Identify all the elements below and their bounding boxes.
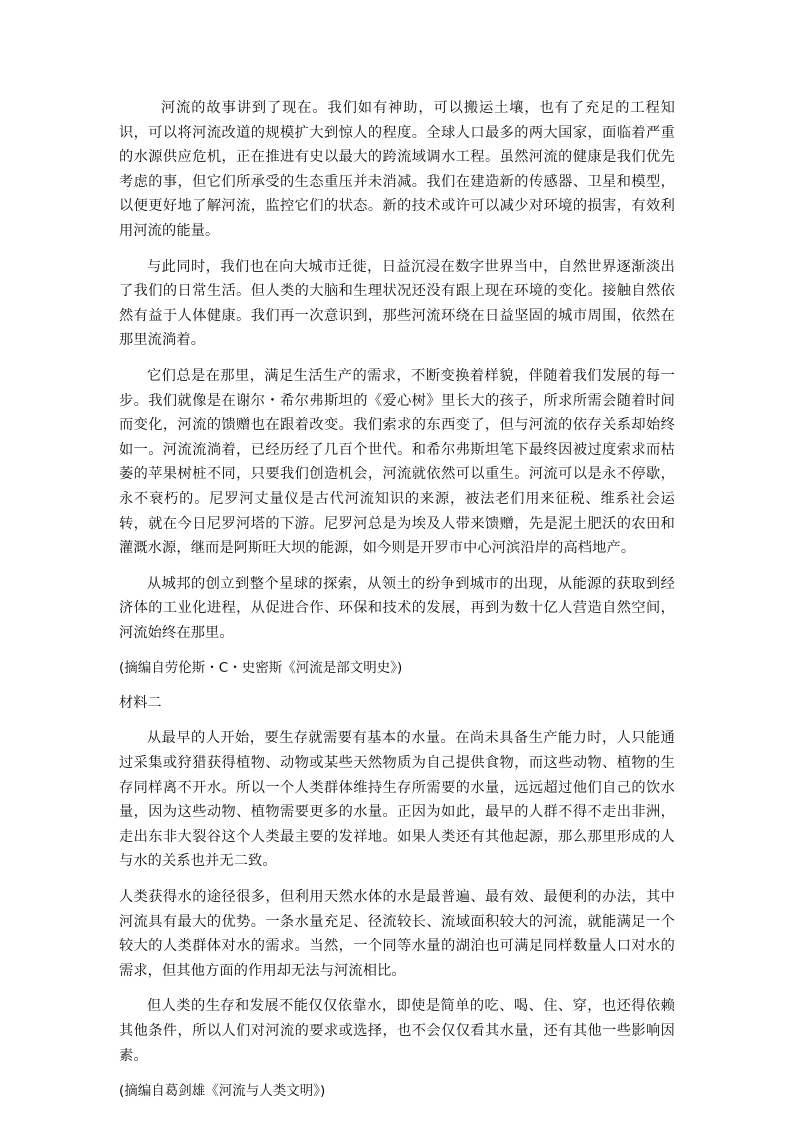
material-one-source: (摘编自劳伦斯・C・史密斯《河流是部文明史》) bbox=[119, 660, 403, 677]
material-two-paragraph-1: 从最早的人开始，要生存就需要有基本的水量。在尚未具备生产能力时，人只能通过采集或狩猎获得植物、动物或某些天然物质为自己提供食物，而这些动物、植物的生存同样离不开水。所以一个人类群体维持生存所需要的水量，远远超过他们自己的饮水量，因为这些动物、植物需要更多的水量。正因为如此，最早的人群不得不走出非洲，走出东非大裂谷这个人类最主要的发祥地。如果人类还有其他起源，那么那里形成的人与水的关系也并无二致。 bbox=[119, 730, 675, 870]
material-two-paragraph-3: 但人类的生存和发展不能仅仅依靠水，即使是简单的吃、喝、住、穿，也还得依赖其他条件，所以人们对河流的要求或选择，也不会仅仅看其水量，还有其他一些影响因素。 bbox=[119, 998, 675, 1064]
material-one-paragraph-3: 它们总是在那里，满足生活生产的需求，不断变换着样貌，伴随着我们发展的每一步。我们就像是在谢尔・希尔弗斯坦的《爱心树》里长大的孩子，所求所需会随着时间而变化，河流的馈赠也在跟着改变。我们索求的东西变了，但与河流的依存关系却始终如一。河流流淌着，已经历经了几百个世代。和希尔弗斯坦笔下最终因被过度索求而枯萎的苹果树桩不同，只要我们创造机会，河流就依然可以重生。河流可以是永不停歇，永不衰朽的。尼罗河丈量仪是古代河流知识的来源，被法老们用来征税、维系社会运转，就在今日尼罗河塔的下游。尼罗河总是为埃及人带来馈赠，先是泥土肥沃的农田和灌溉水源，继而是阿斯旺大坝的能源，如今则是开罗市中心河滨沿岸的高档地产。 bbox=[119, 367, 675, 557]
material-two-source: (摘编自葛剑雄《河流与人类文明》) bbox=[119, 1083, 326, 1100]
material-one-paragraph-1: 河流的故事讲到了现在。我们如有神助，可以搬运土壤，也有了充足的工程知识，可以将河流改道的规模扩大到惊人的程度。全球人口最多的两大国家，面临着严重的水源供应危机，正在推进有史以最大的跨流域调水工程。虽然河流的健康是我们优先考虑的事，但它们所承受的生态重压并未消减。我们在建造新的传感器、卫星和模型，以便更好地了解河流，监控它们的状态。新的技术或许可以减少对环境的损害，有效利用河流的能量。 bbox=[119, 100, 675, 239]
material-two-heading: 材料二 bbox=[119, 695, 162, 712]
material-one-paragraph-2: 与此同时，我们也在向大城市迁徙，日益沉浸在数字世界当中，自然世界逐渐淡出了我们的日常生活。但人类的大脑和生理状况还没有跟上现在环境的变化。接触自然依然有益于人体健康。我们再一次意识到，那些河流环绕在日益坚固的城市周围，依然在那里流淌着。 bbox=[119, 258, 675, 349]
material-one-paragraph-4: 从城邦的创立到整个星球的探索，从领土的纷争到城市的出现，从能源的获取到经济体的工业化进程，从促进合作、环保和技术的发展，再到为数十亿人营造自然空间，河流始终在那里。 bbox=[119, 575, 675, 641]
material-two-paragraph-2: 人类获得水的途径很多，但利用天然水体的水是最普遍、最有效、最便利的办法，其中河流具有最大的优势。一条水量充足、径流较长、流域面积较大的河流，就能满足一个较大的人类群体对水的需求。当然，一个同等水量的湖泊也可满足同样数量人口对水的需求，但其他方面的作用却无法与河流相比。 bbox=[119, 889, 675, 979]
document-page bbox=[119, 96, 675, 1114]
